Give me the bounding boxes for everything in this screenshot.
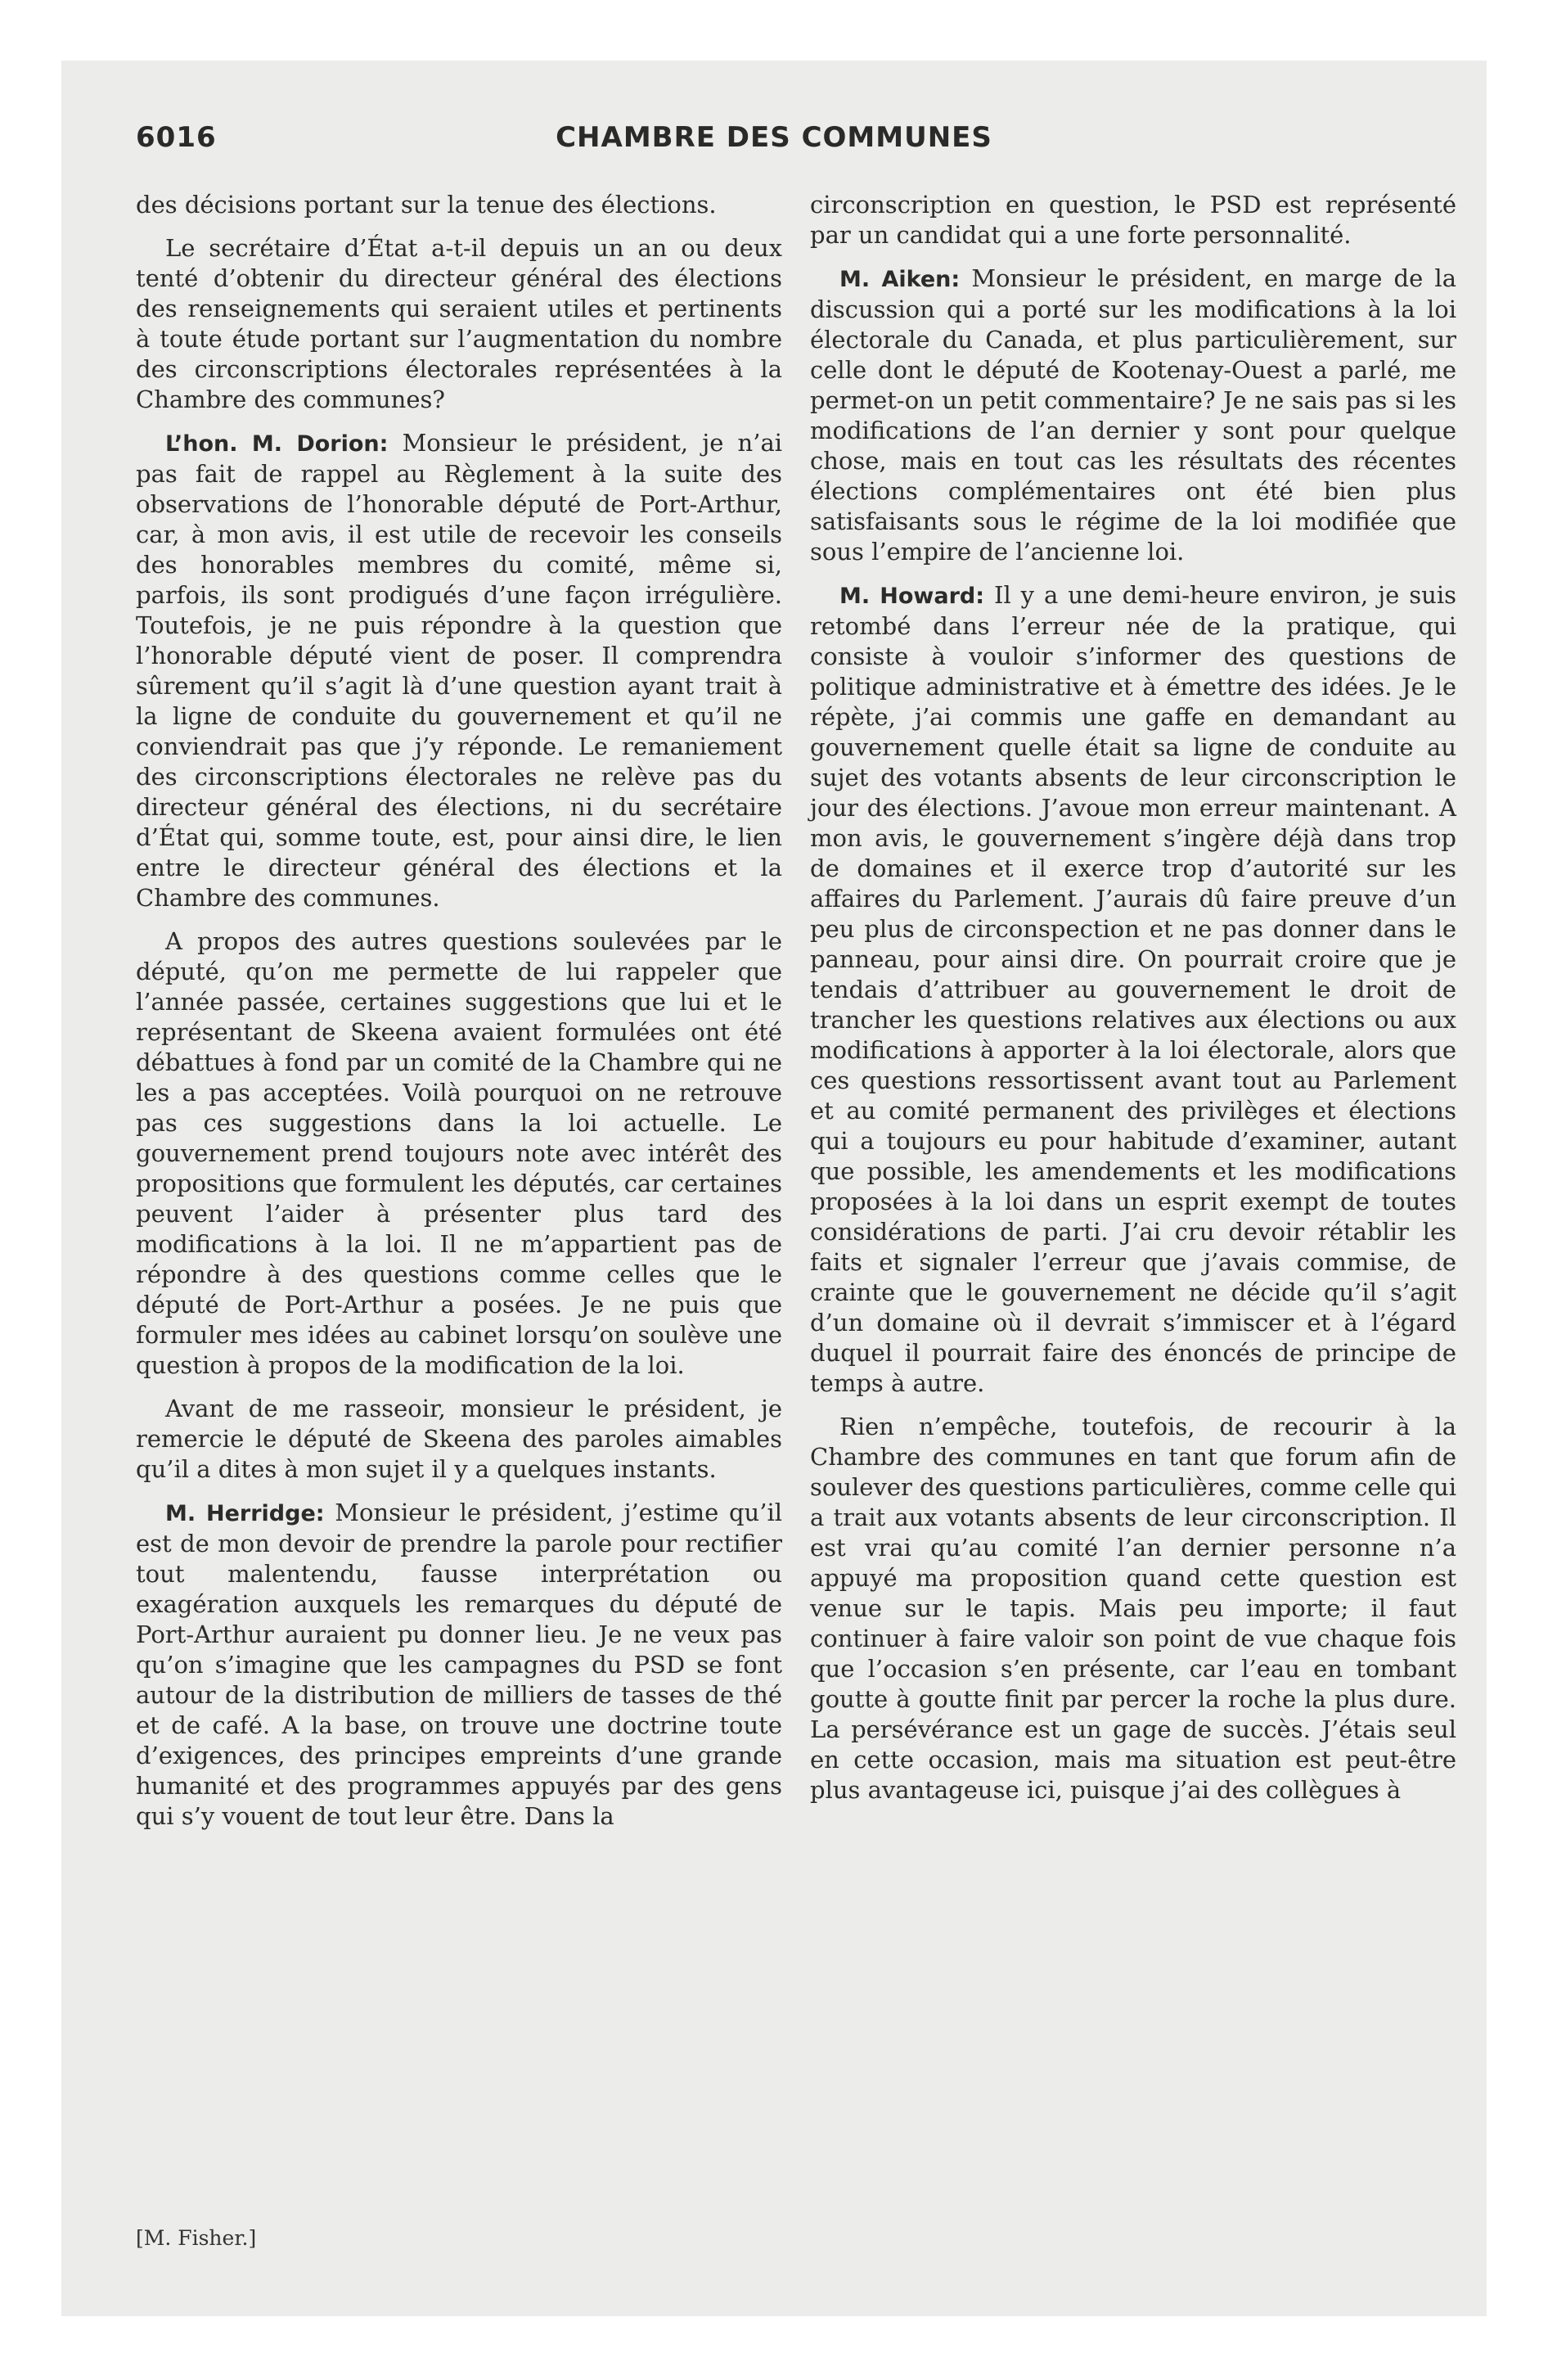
speech-text: Monsieur le président, je n’ai pas fait de rappel au Règlement à la suite des observations de l’honorable député de Port-Arthur, car, à mon avis, il est utile de recevoir les conseils des honorables membres du comité, même si, parfois, ils sont prodigués d’une façon irrégulière. Toutefois, je ne puis répondre à la question que l’honorable député vient de poser. Il comprendra sûrement qu’il s’agit là d’une question ayant trait à la ligne de conduite du gouvernement et qu’il ne conviendrait pas que j’y réponde. Le remaniement des circonscriptions électorales ne relève pas du directeur général des élections, ni du secrétaire d’État qui, somme toute, est, pour ainsi dire, le lien entre le directeur général des élections et la Chambre des communes. [136,429,783,912]
paragraph: A propos des autres questions soulevées par le député, qu’on me permette de lui rappeler que l’année passée, certaines suggestions que lui et le représentant de Skeena avaient formulées ont été débattues à fond par un comité de la Chambre qui ne les a pas acceptées. Voilà pourquoi on ne retrouve pas ces suggestions dans la loi actuelle. Le gouvernement prend toujours note avec intérêt des propositions que formulent les députés, car certaines peuvent l’aider à présenter plus tard des modifications à la loi. Il ne m’appartient pas de répondre à des questions comme celles que le député de Port-Arthur a posées. Je ne puis que formuler mes idées au cabinet lorsqu’on soulève une question à propos de la modification de la loi. [136,927,782,1379]
speaker-name: M. Howard: [839,584,985,609]
speech-text: Monsieur le président, en marge de la discussion qui a porté sur les modifications à la loi électorale du Canada, et plus particulièrement, sur celle dont le député de Kootenay-Ouest a parlé, me permet-on un petit commentaire? Je ne sais pas si les modifications de l’an dernier y sont pour quelque chose, mais en tout cas les résultats des récentes élections complémentaires ont été bien plus satisfaisants sous le régime de la loi modifiée que sous l’empire de l’ancienne loi. [810,264,1456,566]
speech-text: Monsieur le président, j’estime qu’il est de mon devoir de prendre la parole pour rectifier tout malentendu, fausse interprétation ou exagération auxquels les remarques du député de Port-Arthur auraient pu donner lieu. Je ne veux pas qu’on s’imagine que les campagnes du PSD se font autour de la distribution de milliers de tasses de thé et de café. A la base, on trouve une doctrine toute d’exigences, des principes empreints d’une grande humanité et des programmes appuyés par des gens qui s’y vouent de tout leur être. Dans la [136,1499,782,1830]
paragraph: Avant de me rasseoir, monsieur le président, je remercie le député de Skeena des paroles aimables qu’il a dites à mon sujet il y a quelques instants. [136,1395,782,1483]
paragraph [810,264,1456,567]
running-header: CHAMBRE DES COMMUNES [556,121,992,154]
speaker-name: M. Herridge: [165,1501,325,1526]
paragraph: Le secrétaire d’État a-t-il depuis un an ou deux tenté d’obtenir du directeur général des élections des renseignements qui seraient utiles et pertinents à toute étude portant sur l’augmentation du nombre des circonscriptions électorales représentées à la Chambre des communes? [136,234,782,413]
page-number: 6016 [136,121,217,154]
paragraph: Rien n’empêche, toutefois, de recourir à la Chambre des communes en tant que forum afin de soulever des questions particulières, comme celle qui a trait aux votants absents de leur circonscription. Il est vrai qu’au comité l’an dernier personne n’a appuyé ma proposition quand cette question est venue sur le tapis. Mais peu importe; il faut continuer à faire valoir son point de vue chaque fois que l’occasion s’en présente, car l’eau en tombant goutte à goutte finit par percer la roche la plus dure. La persévérance est un gage de succès. J’étais seul en cette occasion, mais ma situation est peut-être plus avantageuse ici, puisque j’ai des collègues à [810,1413,1456,1804]
paragraph [810,580,1456,1399]
speaker-footnote: [M. Fisher.] [136,2226,257,2250]
speaker-name: L’hon. M. Dorion: [165,431,389,457]
left-column [136,190,782,1845]
paragraph: des décisions portant sur la tenue des élections. [136,191,717,219]
paragraph [136,1498,782,1832]
paragraph: circonscription en question, le PSD est représenté par un candidat qui a une forte personnalité. [810,191,1456,249]
paragraph [136,428,782,913]
speaker-name: M. Aiken: [839,267,961,292]
speech-text: Il y a une demi-heure environ, je suis retombé dans l’erreur née de la pratique, qui consiste à vouloir s’informer des questions de politique administrative et à émettre des idées. Je le répète, j’ai commis une gaffe en demandant au gouvernement quelle était sa ligne de conduite au sujet des votants absents de leur circonscription le jour des élections. J’avoue mon erreur maintenant. A mon avis, le gouvernement s’ingère déjà dans trop de domaines et il exerce trop d’autorité sur les affaires du Parlement. J’aurais dû faire preuve d’un peu plus de circonspection et ne pas donner dans le panneau, pour ainsi dire. On pourrait croire que je tendais d’attribuer au gouvernement le droit de trancher les questions relatives aux élections ou aux modifications à apporter à la loi électorale, alors que ces questions ressortissent avant tout au Parlement et au comité permanent des privilèges et élections qui a toujours eu pour habitude d’examiner, autant que possible, les amendements et les modifications proposées à la loi dans un esprit exempt de toutes considérations de parti. J’ai cru devoir rétablir les faits et signaler l’erreur que j’avais commise, de crainte que le gouvernement ne décide qu’il s’agit d’un domaine où il devrait s’immiscer et à l’égard duquel il pourrait faire des énoncés de principe de temps à autre. [810,581,1457,1397]
right-column [810,190,1456,1819]
